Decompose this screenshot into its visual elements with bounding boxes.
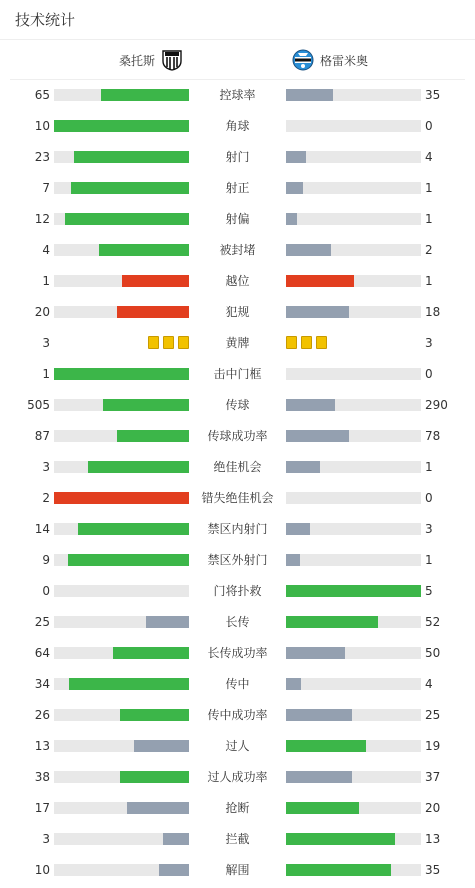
home-bar-fill <box>99 244 189 256</box>
home-bar-fill <box>134 740 189 752</box>
stat-row <box>0 452 475 483</box>
stat-label: 解围 <box>225 863 250 877</box>
stat-row <box>0 142 475 173</box>
stat-label: 绝佳机会 <box>213 460 262 474</box>
home-team-name: 桑托斯 <box>118 53 155 68</box>
away-bar-fill <box>286 89 333 101</box>
away-bar-track <box>286 399 421 411</box>
stat-row <box>0 638 475 669</box>
home-value: 3 <box>42 460 50 474</box>
stat-label: 抢断 <box>225 801 250 815</box>
home-value: 7 <box>42 181 50 195</box>
stat-row <box>0 483 475 514</box>
stat-label: 传球成功率 <box>207 429 268 443</box>
stat-row <box>0 359 475 390</box>
away-value: 3 <box>425 336 433 350</box>
page-title: 技术统计 <box>15 11 76 29</box>
santos-crest-icon <box>161 49 183 71</box>
home-value: 505 <box>27 398 50 412</box>
home-bar-fill <box>103 399 189 411</box>
home-bar-fill <box>54 120 189 132</box>
yellow-card-icon <box>316 336 327 349</box>
home-bar-track <box>54 461 189 473</box>
home-bar-track <box>54 771 189 783</box>
home-bar-fill <box>117 306 189 318</box>
stat-row <box>0 390 475 421</box>
home-yellow-cards <box>148 336 189 349</box>
stat-row <box>0 762 475 793</box>
away-value: 4 <box>425 150 433 164</box>
away-value: 50 <box>425 646 441 660</box>
home-bar-track <box>54 430 189 442</box>
home-bar-track <box>54 492 189 504</box>
stat-row <box>0 235 475 266</box>
away-value: 1 <box>425 181 433 195</box>
home-value: 23 <box>34 150 50 164</box>
home-bar-fill <box>54 492 189 504</box>
home-value: 26 <box>34 708 50 722</box>
away-value: 0 <box>425 367 433 381</box>
home-bar-fill <box>101 89 189 101</box>
home-bar-fill <box>120 771 189 783</box>
home-value: 9 <box>42 553 50 567</box>
home-bar-track <box>54 678 189 690</box>
stat-row <box>0 111 475 142</box>
away-bar-fill <box>286 306 349 318</box>
away-bar-track <box>286 740 421 752</box>
home-bar-track <box>54 833 189 845</box>
away-bar-fill <box>286 678 301 690</box>
home-bar-fill <box>68 554 190 566</box>
home-bar-track <box>54 244 189 256</box>
home-value: 14 <box>34 522 50 536</box>
home-bar-track <box>54 120 189 132</box>
home-bar-track <box>54 182 189 194</box>
away-bar-fill <box>286 864 391 876</box>
yellow-card-icon <box>148 336 159 349</box>
stat-label: 击中门框 <box>213 367 262 381</box>
home-value: 1 <box>42 367 50 381</box>
away-value: 25 <box>425 708 441 722</box>
away-bar-track <box>286 709 421 721</box>
home-bar-fill <box>117 430 189 442</box>
stat-label: 过人成功率 <box>207 770 268 784</box>
stat-label: 被封堵 <box>219 243 256 257</box>
home-value: 13 <box>34 739 50 753</box>
stat-row <box>0 700 475 731</box>
home-bar-track <box>54 523 189 535</box>
away-bar-fill <box>286 709 352 721</box>
home-bar-track <box>54 802 189 814</box>
away-value: 2 <box>425 243 433 257</box>
home-value: 64 <box>34 646 50 660</box>
stat-row <box>0 328 475 359</box>
home-bar-fill <box>120 709 189 721</box>
away-value: 20 <box>425 801 441 815</box>
away-bar-fill <box>286 399 335 411</box>
away-value: 4 <box>425 677 433 691</box>
away-value: 1 <box>425 553 433 567</box>
away-bar-track <box>286 802 421 814</box>
home-bar-fill <box>163 833 189 845</box>
away-bar-track <box>286 678 421 690</box>
away-value: 18 <box>425 305 441 319</box>
home-bar-fill <box>113 647 189 659</box>
home-bar-track <box>54 585 189 597</box>
home-bar-track <box>54 554 189 566</box>
away-bar-fill <box>286 213 297 225</box>
away-value: 78 <box>425 429 441 443</box>
home-value: 10 <box>34 119 50 133</box>
home-value: 12 <box>34 212 50 226</box>
home-bar-fill <box>127 802 189 814</box>
away-team[interactable] <box>292 40 368 80</box>
away-value: 0 <box>425 491 433 505</box>
away-value: 35 <box>425 863 441 877</box>
away-value: 3 <box>425 522 433 536</box>
home-bar-track <box>54 89 189 101</box>
home-bar-track <box>54 864 189 876</box>
home-bar-track <box>54 275 189 287</box>
home-bar-fill <box>159 864 189 876</box>
home-bar-fill <box>65 213 189 225</box>
stat-row <box>0 855 475 886</box>
stat-label: 拦截 <box>225 832 250 846</box>
stat-label: 长传成功率 <box>207 646 268 660</box>
away-yellow-cards <box>286 336 327 349</box>
stat-label: 长传 <box>225 615 250 629</box>
stat-label: 门将扑救 <box>213 584 262 598</box>
home-value: 3 <box>42 336 50 350</box>
away-bar-track <box>286 461 421 473</box>
away-bar-track <box>286 616 421 628</box>
away-value: 13 <box>425 832 441 846</box>
home-team[interactable] <box>119 40 183 80</box>
away-bar-fill <box>286 802 359 814</box>
stat-label: 传中 <box>225 677 250 691</box>
away-bar-fill <box>286 554 300 566</box>
home-value: 3 <box>42 832 50 846</box>
stat-row <box>0 173 475 204</box>
stat-label: 角球 <box>225 119 250 133</box>
away-bar-track <box>286 430 421 442</box>
stat-label: 射门 <box>225 150 250 164</box>
away-bar-track <box>286 244 421 256</box>
away-value: 1 <box>425 274 433 288</box>
home-bar-track <box>54 709 189 721</box>
home-bar-track <box>54 647 189 659</box>
away-bar-fill <box>286 833 395 845</box>
away-bar-track <box>286 151 421 163</box>
away-bar-fill <box>286 182 303 194</box>
stat-row <box>0 731 475 762</box>
yellow-card-icon <box>286 336 297 349</box>
page-header <box>0 0 475 40</box>
stat-row <box>0 545 475 576</box>
stat-row <box>0 266 475 297</box>
stat-label: 错失绝佳机会 <box>201 491 274 505</box>
home-value: 20 <box>34 305 50 319</box>
home-bar-fill <box>74 151 189 163</box>
away-bar-track <box>286 213 421 225</box>
away-bar-track <box>286 306 421 318</box>
stat-row <box>0 297 475 328</box>
away-bar-fill <box>286 461 320 473</box>
away-bar-track <box>286 492 421 504</box>
home-value: 65 <box>34 88 50 102</box>
away-bar-fill <box>286 585 421 597</box>
away-bar-track <box>286 585 421 597</box>
away-bar-track <box>286 647 421 659</box>
home-bar-track <box>54 306 189 318</box>
home-value: 0 <box>42 584 50 598</box>
home-value: 10 <box>34 863 50 877</box>
away-bar-track <box>286 864 421 876</box>
stat-row <box>0 793 475 824</box>
stat-row <box>0 607 475 638</box>
yellow-card-icon <box>178 336 189 349</box>
stat-row <box>0 421 475 452</box>
stat-label: 控球率 <box>219 88 256 102</box>
home-bar-track <box>54 740 189 752</box>
home-bar-track <box>54 616 189 628</box>
away-bar-fill <box>286 244 331 256</box>
stat-label: 犯规 <box>225 305 250 319</box>
home-bar-track <box>54 399 189 411</box>
away-value: 19 <box>425 739 441 753</box>
away-bar-track <box>286 89 421 101</box>
away-bar-track <box>286 368 421 380</box>
teams-header <box>10 40 465 80</box>
away-bar-fill <box>286 151 306 163</box>
home-bar-fill <box>88 461 189 473</box>
stat-label: 射正 <box>225 181 250 195</box>
away-bar-fill <box>286 430 349 442</box>
home-bar-fill <box>78 523 189 535</box>
away-bar-fill <box>286 771 352 783</box>
stat-label: 越位 <box>225 274 250 288</box>
home-bar-track <box>54 368 189 380</box>
away-value: 5 <box>425 584 433 598</box>
home-bar-fill <box>69 678 189 690</box>
stat-row <box>0 204 475 235</box>
away-bar-track <box>286 523 421 535</box>
stat-label: 传中成功率 <box>207 708 268 722</box>
away-bar-fill <box>286 616 378 628</box>
stat-row <box>0 576 475 607</box>
stat-row <box>0 514 475 545</box>
home-bar-fill <box>122 275 190 287</box>
away-team-name: 格雷米奥 <box>320 53 369 68</box>
away-bar-fill <box>286 523 310 535</box>
stat-row <box>0 669 475 700</box>
home-bar-fill <box>71 182 189 194</box>
home-value: 25 <box>34 615 50 629</box>
stat-label: 黄牌 <box>225 336 250 350</box>
home-value: 38 <box>34 770 50 784</box>
away-value: 52 <box>425 615 441 629</box>
stat-label: 过人 <box>225 739 250 753</box>
away-bar-fill <box>286 647 345 659</box>
home-value: 34 <box>34 677 50 691</box>
stat-row <box>0 824 475 855</box>
away-value: 37 <box>425 770 441 784</box>
stat-label: 传球 <box>225 398 250 412</box>
home-bar-track <box>54 213 189 225</box>
away-value: 290 <box>425 398 448 412</box>
away-value: 1 <box>425 212 433 226</box>
gremio-crest-icon <box>292 49 314 71</box>
stat-row <box>0 80 475 111</box>
home-value: 87 <box>34 429 50 443</box>
home-bar-fill <box>146 616 189 628</box>
away-bar-track <box>286 120 421 132</box>
away-bar-fill <box>286 740 366 752</box>
stat-label: 禁区外射门 <box>207 553 268 567</box>
home-value: 17 <box>34 801 50 815</box>
yellow-card-icon <box>301 336 312 349</box>
away-value: 35 <box>425 88 441 102</box>
home-value: 2 <box>42 491 50 505</box>
stat-label: 射偏 <box>225 212 250 226</box>
away-value: 1 <box>425 460 433 474</box>
away-bar-track <box>286 554 421 566</box>
away-bar-track <box>286 771 421 783</box>
stat-label: 禁区内射门 <box>207 522 268 536</box>
yellow-card-icon <box>163 336 174 349</box>
home-bar-track <box>54 151 189 163</box>
away-bar-track <box>286 275 421 287</box>
away-bar-fill <box>286 275 354 287</box>
away-bar-track <box>286 833 421 845</box>
home-bar-fill <box>54 368 189 380</box>
home-value: 1 <box>42 274 50 288</box>
away-value: 0 <box>425 119 433 133</box>
stats-list <box>0 80 475 887</box>
home-value: 4 <box>42 243 50 257</box>
away-bar-track <box>286 182 421 194</box>
